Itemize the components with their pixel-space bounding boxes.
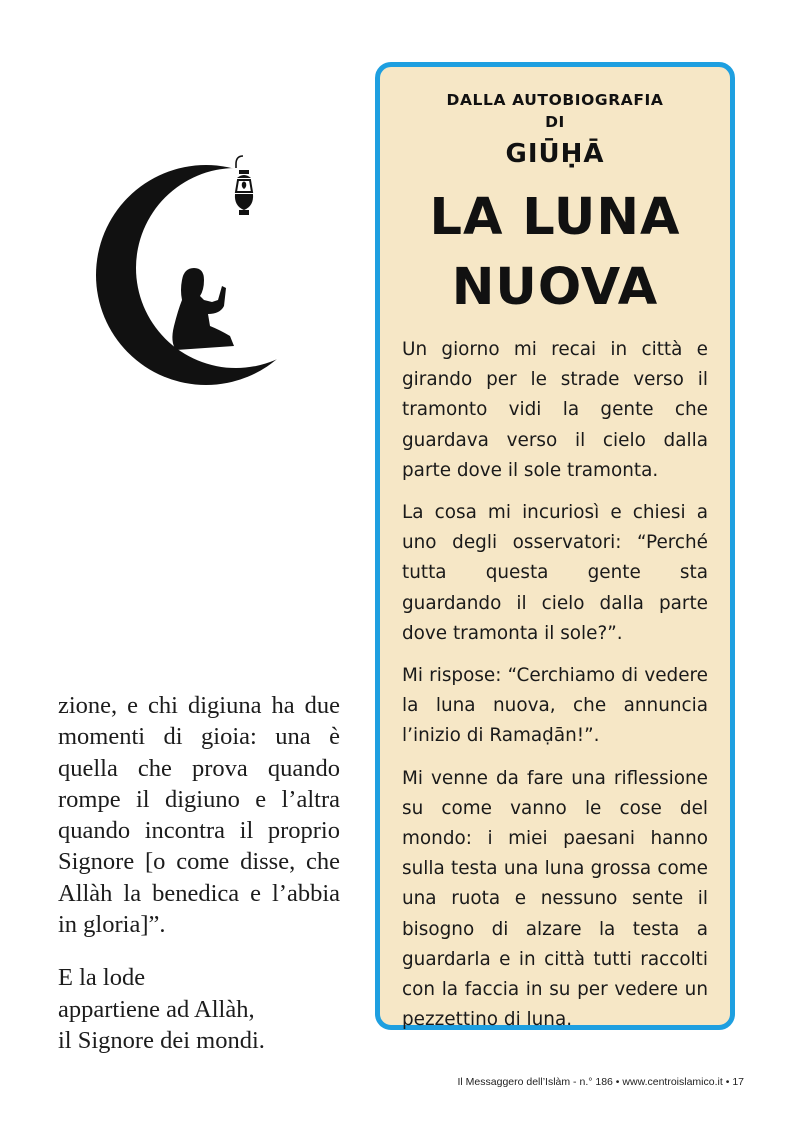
closing-lines [58,962,340,1056]
footer-publication: Il Messaggero dell’Islàm - n.° 186 [457,1076,613,1088]
footer-separator: • [725,1076,730,1088]
story-paragraph: Un giorno mi recai in città e girando per le strade verso il tramonto vidi la gente che guardava verso il cielo dalla parte dove il sole tramonta. [402,339,708,481]
story-kicker [380,89,730,133]
crescent-moon-icon [96,165,316,385]
closing-line: il Signore dei mondi. [58,1026,265,1054]
left-column [58,690,340,1056]
story-paragraph: Mi venne da fare una riflessione su come vanno le cose del mondo: i miei paesani hanno sulla testa una luna grossa come una ruota e nessuno sente il bisogno di alzare la testa a guardarla e in città tutti raccolti con la faccia in su per vedere un pezzettino di luna. [402,767,708,1031]
story-box [375,62,735,1030]
story-paragraph: La cosa mi incuriosì e chiesi a uno degli osservatori: “Perché tutta questa gente sta guardando il cielo dalla parte dove tramonta il sole?”. [402,502,708,644]
story-header [380,89,730,323]
kicker-line: DI [545,113,565,131]
closing-line: E la lode [58,964,146,992]
footer-website: www.centroislamico.it [622,1076,723,1088]
closing-line: appartiene ad Allàh, [58,995,255,1023]
title-line: LA LUNA [429,188,681,247]
kicker-line: DALLA AUTOBIOGRAFIA [446,91,664,109]
page-footer [458,1076,744,1088]
page-number: 17 [732,1076,744,1088]
crescent-moon-illustration [96,150,316,400]
story-title [380,183,730,323]
footer-separator: • [615,1076,620,1088]
story-author: GIŪḤĀ [505,139,605,169]
story-body [402,335,708,1035]
title-line: NUOVA [451,258,659,317]
story-paragraph: Mi rispose: “Cerchiamo di vedere la luna nuova, che annuncia l’inizio di Ramaḍān!”. [402,665,708,747]
left-column-paragraph: zione, e chi digiuna ha due momenti di gioia: una è quella che prova quando rompe il digiuno e l’altra quando incontra il proprio Signore [o come disse, che Allàh la benedica e l’abbia in gloria]”. [58,692,340,939]
